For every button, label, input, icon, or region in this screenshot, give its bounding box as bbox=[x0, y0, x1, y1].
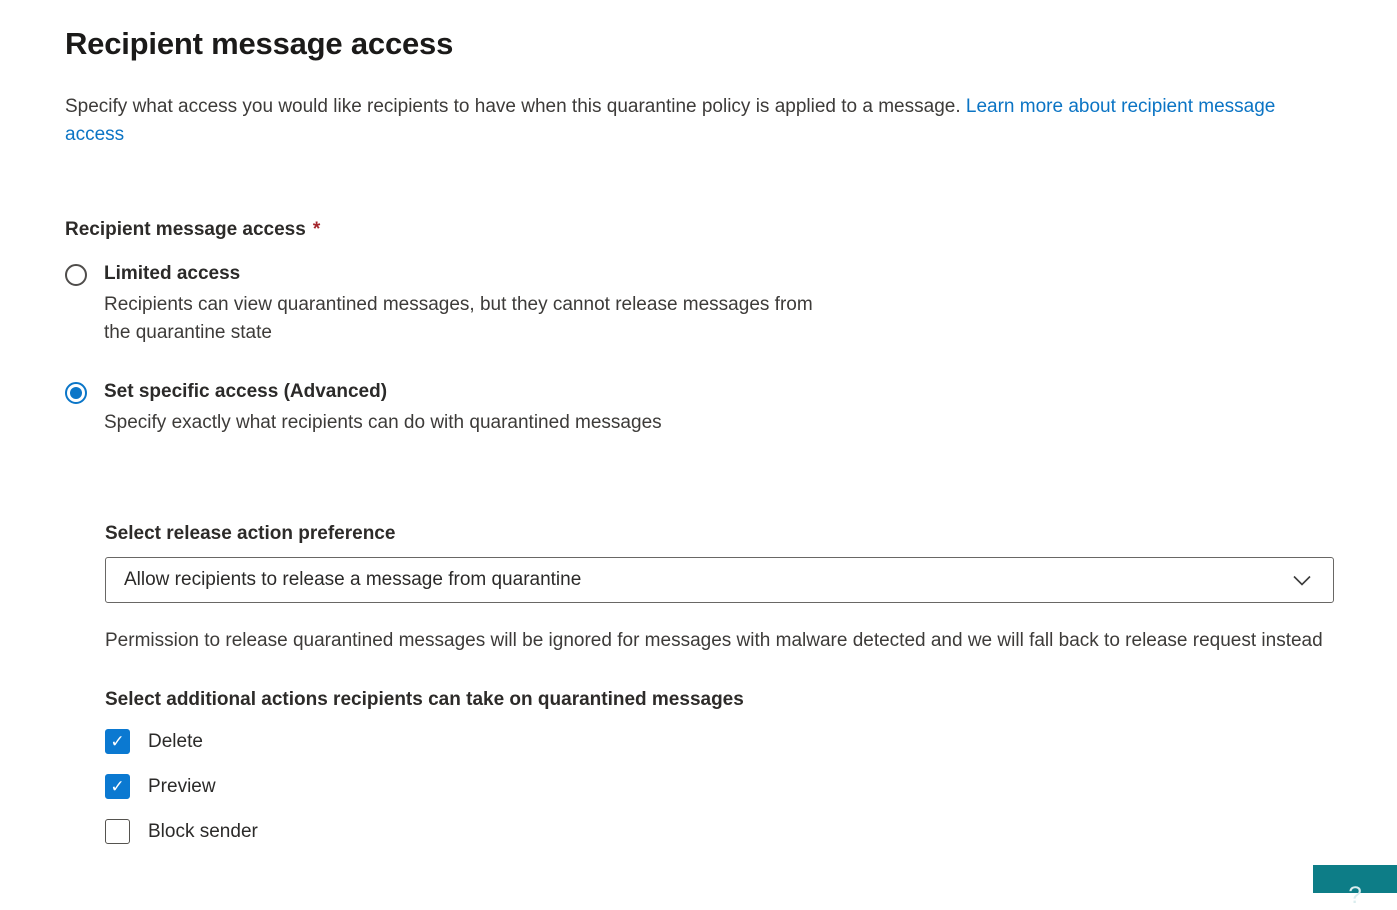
required-asterisk: * bbox=[312, 219, 321, 240]
radio-button-icon[interactable] bbox=[65, 382, 87, 404]
help-question-mark-icon: ? bbox=[1348, 882, 1362, 909]
access-field-label-text: Recipient message access bbox=[65, 219, 306, 240]
radio-option-description: Recipients can view quarantined messages, but they cannot release messages from the quarantine state bbox=[104, 294, 813, 343]
checkbox-label: Delete bbox=[148, 730, 203, 752]
checkmark-icon: ✓ bbox=[110, 732, 125, 751]
page-description bbox=[65, 93, 1335, 149]
additional-actions-label: Select additional actions recipients can take on quarantined messages bbox=[105, 689, 744, 710]
advanced-access-section bbox=[105, 523, 1397, 844]
release-action-dropdown[interactable] bbox=[105, 557, 1334, 603]
help-button[interactable] bbox=[1313, 865, 1397, 909]
checkbox-label: Block sender bbox=[148, 820, 258, 842]
page-description-text: Specify what access you would like recipients to have when this quarantine policy is applied to a message. bbox=[65, 96, 961, 117]
checkbox-label: Preview bbox=[148, 775, 216, 797]
radio-option-limited-access[interactable] bbox=[65, 261, 1397, 347]
access-radio-group bbox=[65, 261, 1397, 437]
chevron-down-icon bbox=[1293, 575, 1311, 586]
checkbox-icon[interactable] bbox=[105, 774, 130, 799]
radio-option-text bbox=[104, 261, 824, 347]
learn-more-link[interactable]: Learn more about recipient message access bbox=[65, 96, 1276, 145]
checkmark-icon: ✓ bbox=[110, 777, 125, 796]
checkbox-row-delete[interactable] bbox=[105, 729, 1397, 754]
radio-option-label: Limited access bbox=[104, 263, 241, 284]
access-field-label bbox=[65, 219, 1397, 241]
release-action-note: Permission to release quarantined messages will be ignored for messages with malware detected and we will fall back to release request instead bbox=[105, 630, 1323, 651]
checkbox-row-preview[interactable] bbox=[105, 774, 1397, 799]
release-action-label: Select release action preference bbox=[105, 523, 396, 544]
radio-option-description: Specify exactly what recipients can do with quarantined messages bbox=[104, 412, 662, 433]
radio-dot bbox=[70, 387, 82, 399]
page-title: Recipient message access bbox=[65, 26, 454, 61]
checkbox-row-block-sender[interactable] bbox=[105, 819, 1397, 844]
checkbox-icon[interactable] bbox=[105, 729, 130, 754]
radio-button-icon[interactable] bbox=[65, 264, 87, 286]
radio-option-text bbox=[104, 379, 662, 437]
release-action-selected-value: Allow recipients to release a message from quarantine bbox=[124, 569, 582, 590]
checkbox-icon[interactable] bbox=[105, 819, 130, 844]
radio-option-set-specific-access[interactable] bbox=[65, 379, 1397, 437]
radio-option-label: Set specific access (Advanced) bbox=[104, 381, 388, 402]
